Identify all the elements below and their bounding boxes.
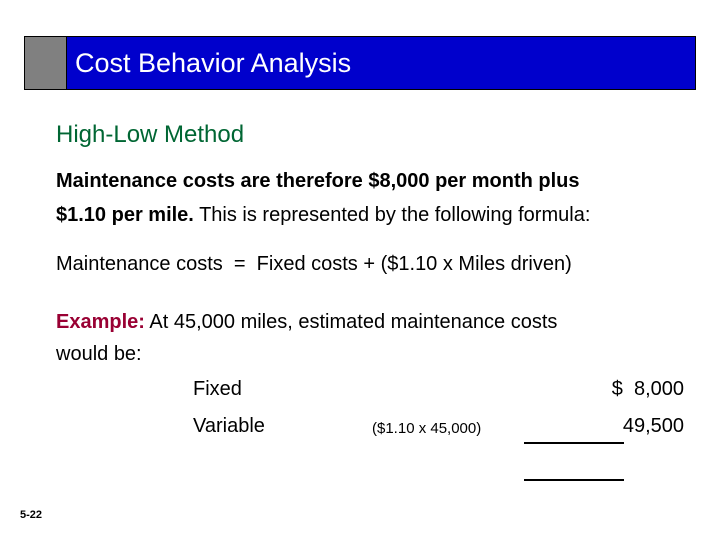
intro-rate: $1.10 per mile. <box>56 204 194 226</box>
intro-line-2 <box>56 203 590 227</box>
section-subtitle: High-Low Method <box>56 121 245 148</box>
example-line-1-rest: At 45,000 miles, estimated maintenance costs <box>144 311 558 333</box>
row-variable-amount: 49,500 <box>622 415 684 437</box>
slide-title: Cost Behavior Analysis <box>75 47 352 78</box>
header-title-bar <box>67 37 695 89</box>
row-variable-label: Variable <box>193 415 265 437</box>
example-line-1 <box>56 310 557 334</box>
slide-header <box>24 36 696 90</box>
page-number: 5-22 <box>20 509 43 521</box>
intro-line-2-rest: This is represented by the following formula: <box>193 204 591 226</box>
example-label: Example: <box>56 311 145 333</box>
row-fixed-label: Fixed <box>193 378 242 400</box>
cost-formula: Maintenance costs = Fixed costs + ($1.10 x Miles driven) <box>56 253 572 275</box>
header-accent-block <box>25 37 67 89</box>
example-line-2: would be: <box>56 343 142 365</box>
total-rule <box>524 479 624 481</box>
row-variable-calc: ($1.10 x 45,000) <box>372 420 482 437</box>
intro-line-1: Maintenance costs are therefore $8,000 per month plus <box>56 170 580 192</box>
subtotal-rule <box>524 442 624 444</box>
row-fixed-amount: $ 8,000 <box>611 378 684 400</box>
